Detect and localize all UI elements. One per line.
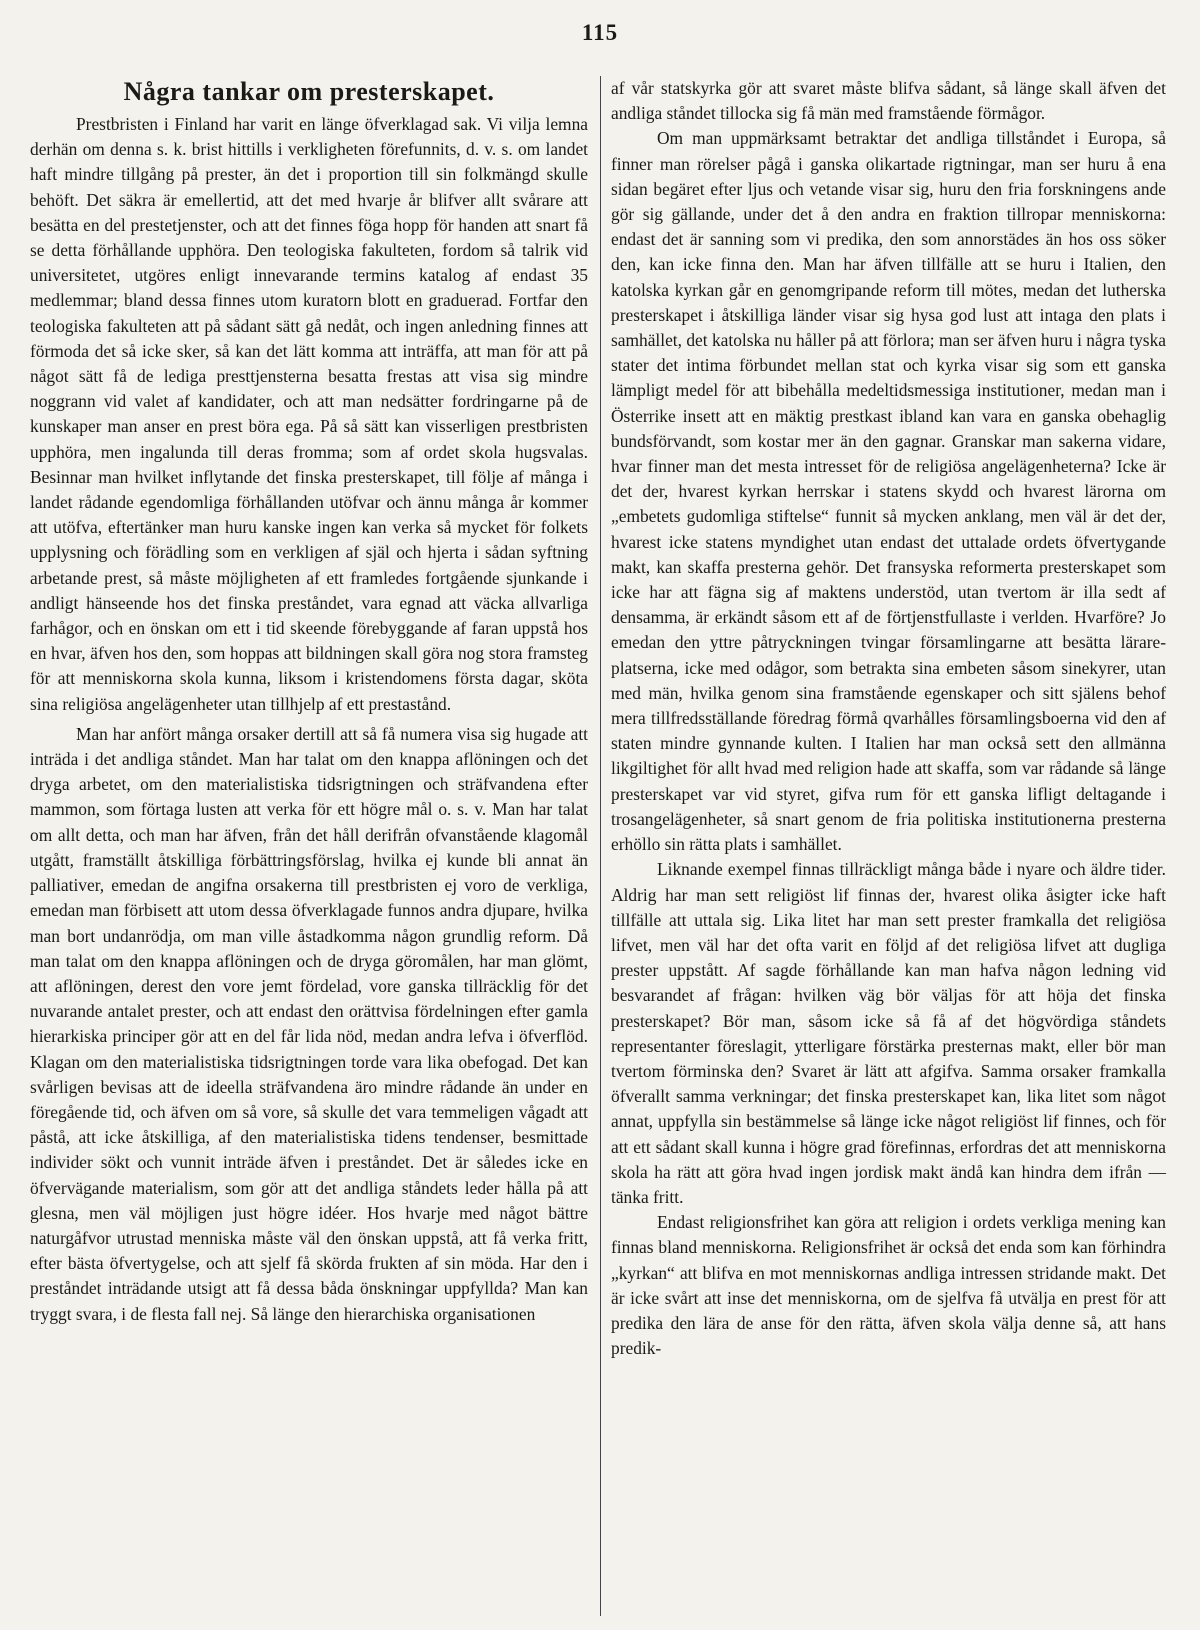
- article-title: Några tankar om presterskapet.: [123, 77, 495, 106]
- right-column: [611, 76, 1166, 1361]
- paragraph: Om man uppmärksamt betraktar det andliga tillståndet i Europa, så finner man rörelser pågå i ganska olikartade rigtningar, man ser huru å ena sidan begäret efter ljus och vetande visar sig, huru den fria forskningens ande gör sig gällande, under det å den andra en fraktion tillropar menniskorna: endast det är sanning som vi predika, den som annorstädes än hos oss söker den, kan icke finna den. Man har äfven tillfälle att se huru i Italien, den katolska kyrkan går en genomgripande reform till mötes, medan det lutherska presterskapet i åtskilliga länder visar sig hysa god lust att intaga den plats i samhället, det katolska nu håller på att förlora; man ser äfven huru i några tyska stater det intima förbundet mellan stat och kyrka visar sig som ett ganska lämpligt medel för att bibehålla medeltidsmessiga institutioner, medan man i Österrike insett att en mäktig prestkast ibland kan vara en ganska obehaglig bundsförvandt, som kostar mer än den gagnar. Granskar man sakerna vidare, hvar finner man det mesta intresset för de religiösa angelägenheterna? Icke är det der, hvarest kyrkan herrskar i statens skydd och hvarest lärorna om „embetets gudomliga stiftelse“ funnit så mycken anklang, men väl är det der, hvarest icke statens myndighet utan endast det uttalade ordets öfvertygande makt, kan skaffa presterna gehör. Det fransyska reformerta presterskapet som icke har att fägna sig af maktens understöd, utan tvertom är illa sedt af densamma, är erkändt såsom ett af de förtjenstfullaste i verlden. Hvarföre? Jo emedan den yttre påtryckningen tvingar församlingarne att besätta lärare-platserna, icke med odågor, som betrakta sina embeten såsom sinekyrer, utan med män, hvilka genom sina framstående egenskaper och sitt själens behof mera tillfredsställande föredrag förmå qvarhålles församlingsboerna vid den af staten mindre gynnande kulten. I Italien har man också sett den allmänna likgiltighet för allt hvad med religion hade att skaffa, som var rådande så länge presterskapet var vid styret, gifva rum för ett ganska lifligt deltagande i trosangelägenheter, så snart genom de fria politiska institutionerna presterna erhöllo sin rätta plats i samhället.: [611, 128, 1166, 855]
- paragraph-continued: af vår statskyrka gör att svaret måste blifva sådant, så länge skall äfven det andliga ståndet tillocka sig få män med framstående förmågor.: [611, 78, 1166, 124]
- paragraph: Liknande exempel finnas tillräckligt många både i nyare och äldre tider. Aldrig har man sett religiöst lif finnas der, hvarest olika åsigter icke haft tillfälle att uttala sig. Lika litet har man sett prester framkalla det religiösa lifvet, men väl har det ofta varit en följd af det religiösa lifvet att dugliga prester uppstått. Af sagde förhållande kan man hafva någon ledning vid besvarandet af frågan: hvilken väg bör väljas för att höja det finska presterskapet? Bör man, såsom icke så få af det högvördiga ståndets representanter föreslagit, ytterligare förstärka presternas makt, eller bör man tvertom förminska den? Svaret är lätt att afgifva. Samma orsaker framkalla öfverallt samma verkningar; det finska presterskapet kan, lika litet som något annat, uppfylla sin bestämmelse så länge icke något religiöst lif finnes, och för att ett sådant skall kunna i högre grad förefinnas, erfordras det att menniskorna skola ha rätt att göra hvad ingen jordisk makt ändå kan hindra dem ifrån — tänka fritt.: [611, 859, 1166, 1207]
- left-column: [30, 76, 588, 1327]
- column-divider: [600, 76, 601, 1616]
- page-number: 115: [581, 20, 619, 45]
- paragraph: Endast religionsfrihet kan göra att religion i ordets verkliga mening kan finnas bland menniskorna. Religionsfrihet är också det enda som kan förhindra „kyrkan“ att blifva en mot menniskornas andliga intressen stridande makt. Det är icke svårt att inse det menniskorna, om de sjelfva få utvälja en prest för att predika den lära de anse för den rätta, äfven skola välja denne så, att hans predik-: [611, 1212, 1166, 1359]
- paragraph: Prestbristen i Finland har varit en länge öfverklagad sak. Vi vilja lemna derhän om denna s. k. brist hittills i verkligheten förefunnits, d. v. s. om landet haft mindre tillgång på prester, än det i proportion till sin folkmängd skulle behöft. Det säkra är emellertid, att det med hvarje år blifver allt svårare att besätta en del prestetjenster, och att det finnes föga hopp för handen att snart få se detta förhållande upphöra. Den teologiska fakulteten, fordom så talrik vid universitetet, utgöres enligt innevarande termins katalog af endast 35 medlemmar; bland dessa finnes utom kuratorn blott en graduerad. Fortfar den teologiska fakulteten att på sådant sätt gå nedåt, och ingen anledning finnes att förmoda det så icke sker, så kan det lätt komma att inträffa, att man för att på något sätt få de lediga presttjensterna besatta frestas att visa sig mindre noggrann vid valet af kandidater, och att man nedsätter fordringarne på de kunskaper man anser en prest böra ega. På så sätt kan visserligen prestbristen upphöra, men ingalunda till deras fromma; som af ordet skola hugsvalas. Besinnar man hvilket inflytande det finska presterskapet, till följe af många i landet rådande egendomliga förhållanden utöfvar och ännu många år kommer att utöfva, eftertänker man huru kanske ingen kan verka så mycket för folkets upplysning och förädling som en verkligen af själ och hjerta i sådan syftning arbetande prest, så måste möjligheten af ett framledes fortgående sjunkande i andligt hänseende hos det finska preståndet, vara egnad att väcka allvarliga farhågor, och en önskan om ett i tid skeende förebyggande af faran uppstå hos en hvar, äfven hos den, som hoppas att bildningen skall göra nog stora framsteg för att menniskorna skola kunna, liksom i kristendomens första dagar, sköta sina religiösa angelägenheter utan tillhjelp af ett prestastånd.: [30, 114, 588, 714]
- paragraph: Man har anfört många orsaker dertill att så få numera visa sig hugade att inträda i det andliga ståndet. Man har talat om den knappa aflöningen och det dryga arbetet, om den materialistiska tidsrigtningen och sträfvandena efter mammon, som förtaga lusten att verka för ett högre mål o. s. v. Man har talat om allt detta, och man har äfven, från det håll derifrån ofvanstående klagomål utgått, framställt åtskilliga förbättringsförslag, hvilka ej kunde bli annat än palliativer, emedan de angifna orsakerna till prestbristen ej voro de verkliga, emedan man förbisett att utom dessa öfverklagade funnos andra djupare, hvilka man bort undanrödja, om man ville åstadkomma någon grundlig reform. Då man talat om den knappa aflöningen och de dryga göromålen, har man glömt, att aflöningen, derest den vore jemt fördelad, vore ganska tillräcklig för det nuvarande antalet prester, och att endast den orättvisa fördelningen efter gamla hierarkiska principer gör att en del får lida nöd, medan andra lefva i öfverflöd. Klagan om den materialistiska tidsrigtningen torde vara lika obefogad. Det kan svårligen bevisas att de ideella sträfvandena äro mindre rådande än under en föregående tid, och äfven om så vore, så skulle det vara temmeligen vågadt att påstå, att icke åtskilliga, af den materialistiska tidens tendenser, besmittade individer sökt och vunnit inträde äfven i preståndet. Det är således icke en öfvervägande materialism, som gör att det andliga ståndets leder hålla på att glesna, men väl möjligen just högre idéer. Hos hvarje med något bättre naturgåfvor utrustad menniska måste väl den önskan uppstå, att få verka fritt, efter bästa öfvertygelse, och att sjelf få skörda frukten af sin möda. Har den i preståndet inträdande utsigt att få dessa båda önskningar uppfyllda? Man kan tryggt svara, i de flesta fall nej. Så länge den hierarchiska organisationen: [30, 723, 588, 1324]
